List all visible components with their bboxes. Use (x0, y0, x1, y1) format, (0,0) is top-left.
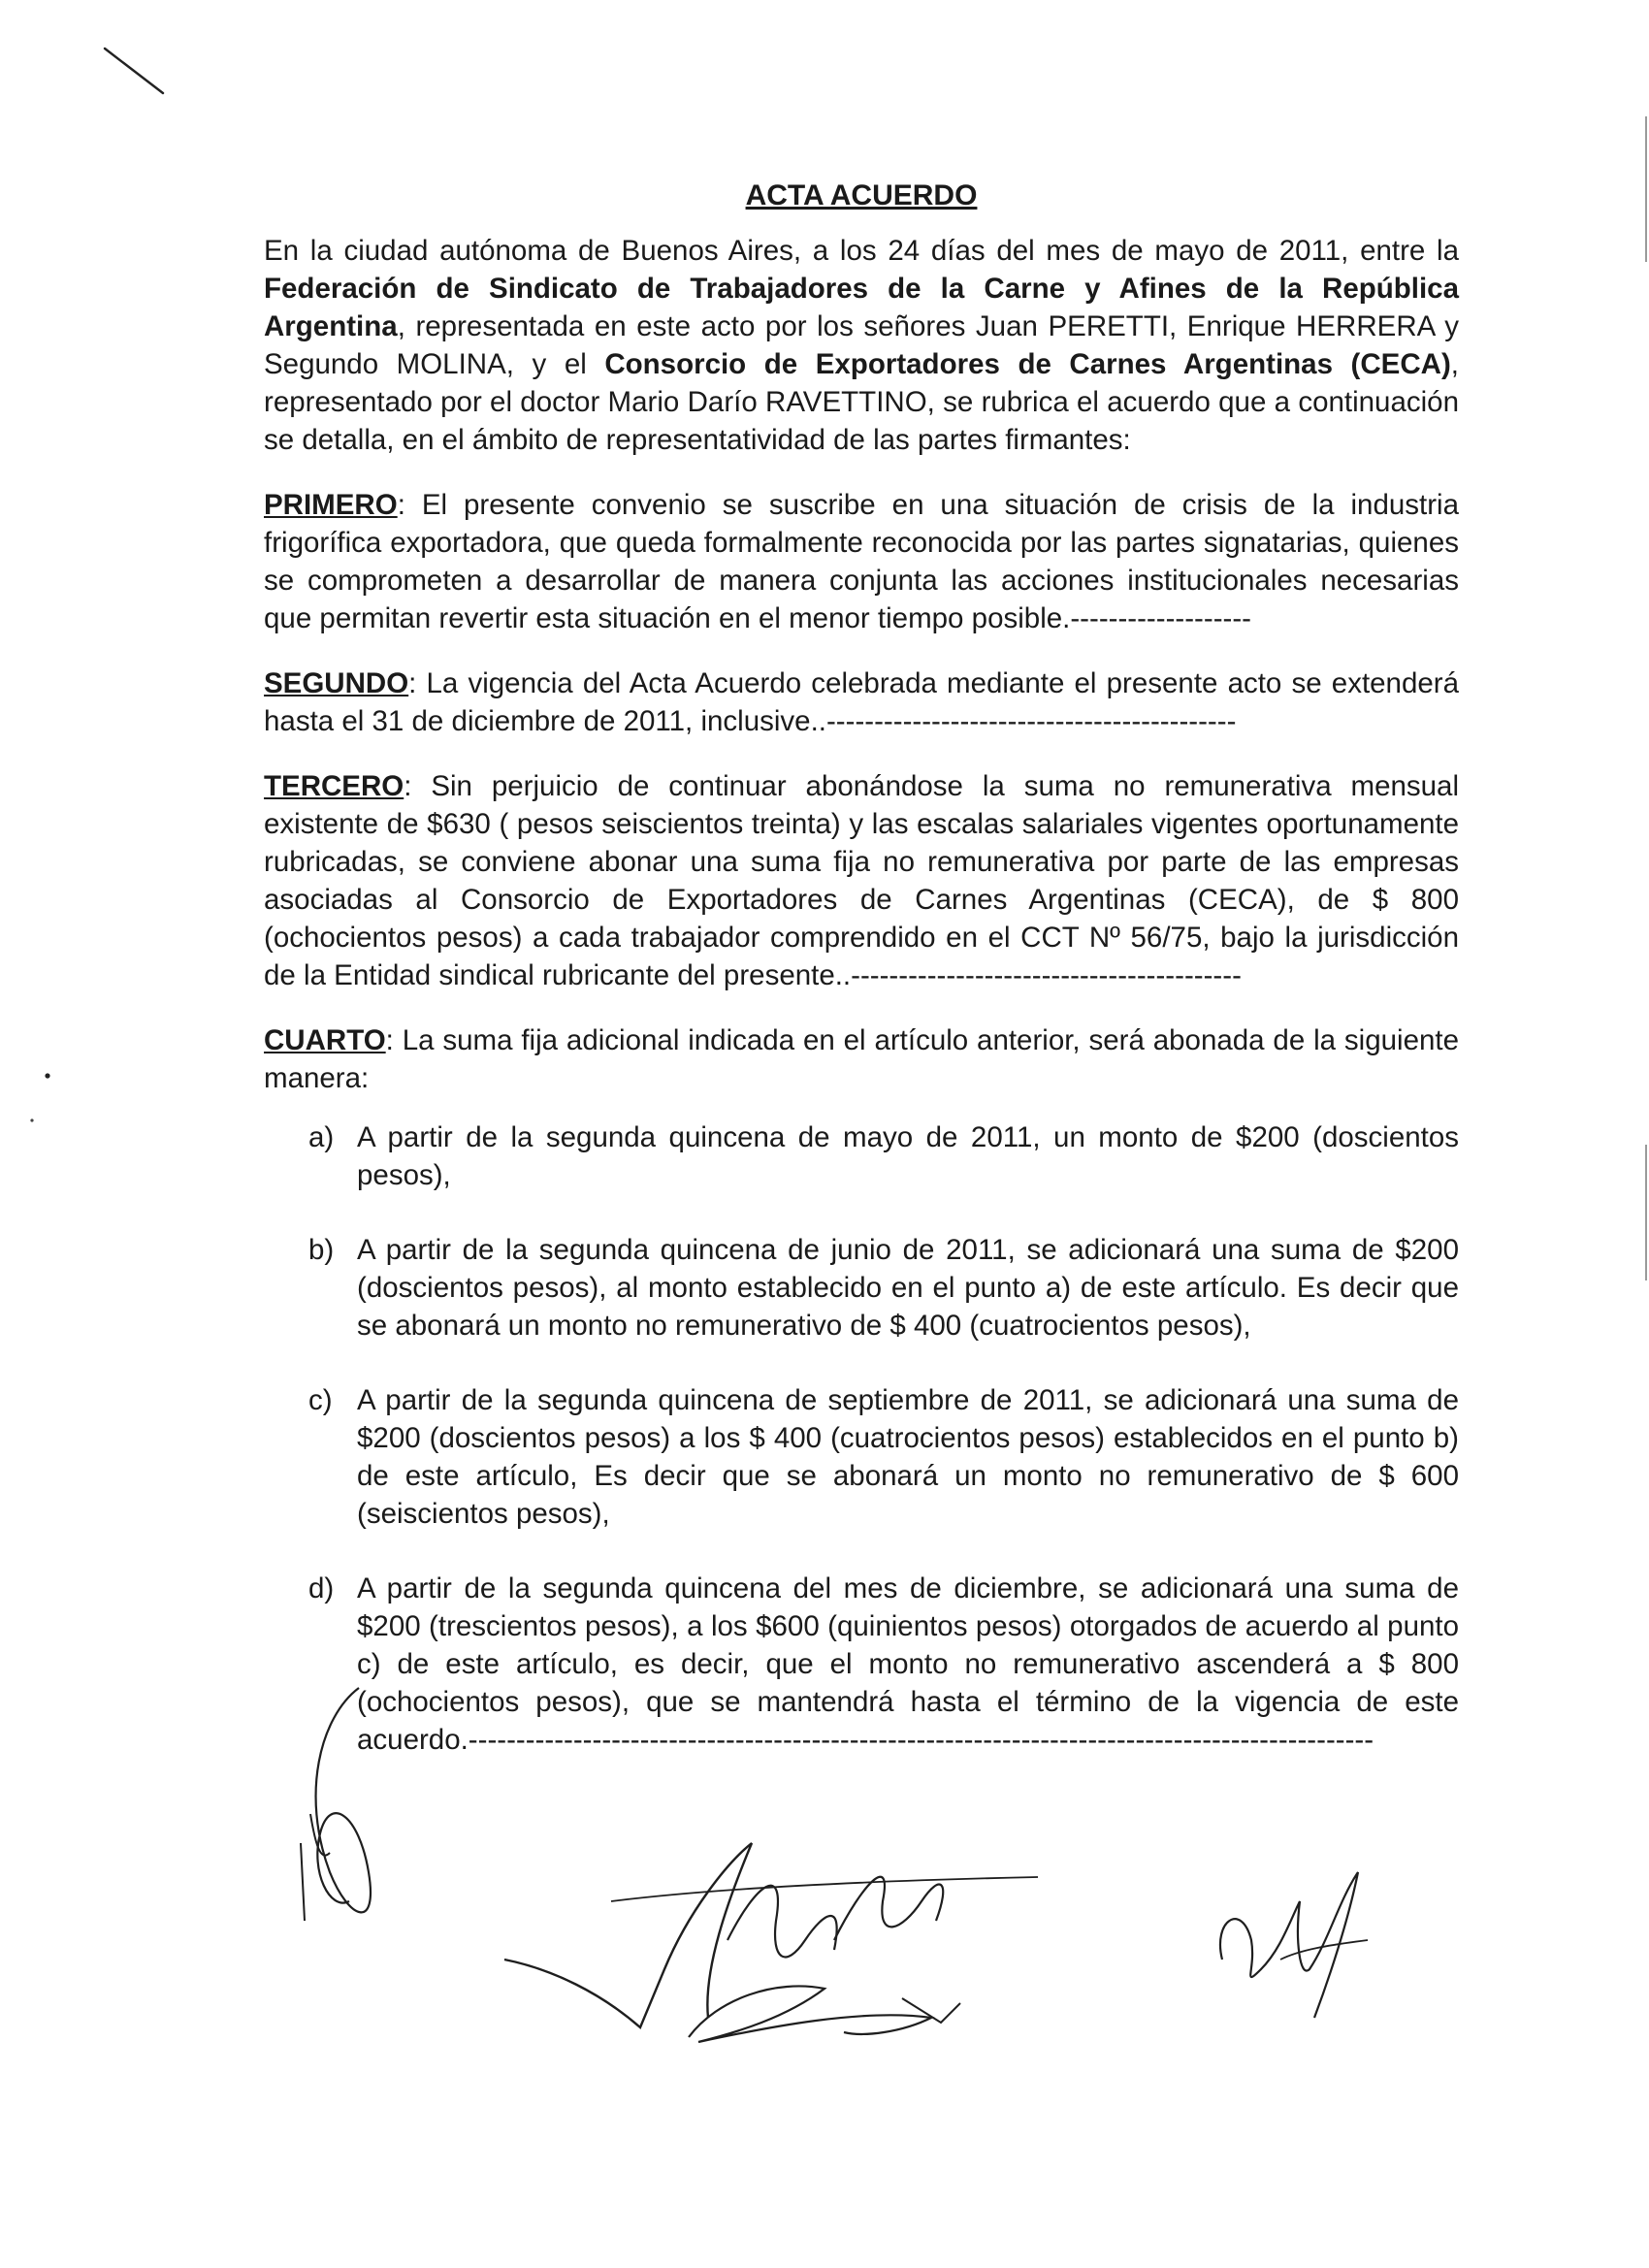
intro-text: , representada en este acto por los señores Juan PERETTI, Enrique HERRERA y Segundo MOLINA, y el (264, 310, 1459, 380)
scan-dot (43, 1071, 52, 1081)
list-item-text: A partir de la segunda quincena de mayo de 2011, un monto de $200 (doscientos pesos), (357, 1121, 1459, 1191)
list-item (264, 1381, 1459, 1533)
clause-text: : Sin perjuicio de continuar abonándose la suma no remunerativa mensual existente de $630 ( pesos seiscientos treinta) y las escalas salariales vigentes oportunamente rubricadas, se conviene abonar una suma fija no remunerativa por parte de las empresas asociadas al Consorcio de Exportadores de Carnes Argentinas (CECA), de $ 800 (ochocientos pesos) a cada trabajador comprendido en el CCT Nº 56/75, bajo la jurisdicción de la Entidad sindical rubricante del presente..----------------------------------------- (264, 770, 1459, 991)
clause-label: CUARTO (264, 1024, 386, 1056)
scan-dot (27, 1116, 37, 1125)
list-marker: d) (308, 1572, 335, 1604)
list-item (264, 1118, 1459, 1194)
list-marker: a) (308, 1121, 335, 1153)
clause-cuarto (264, 1021, 1459, 1097)
clause-label: PRIMERO (264, 489, 398, 521)
list-item-text: A partir de la segunda quincena del mes de diciembre, se adicionará una suma de $200 (trescientos pesos), a los $600 (quinientos pesos) otorgados de acuerdo al punto c) de este artículo, es decir, que el monto no remunerativo ascenderá a $ 800 (ochocientos pesos), que se mantendrá hasta el término de la vigencia de este acuerdo.----------------------------------------------------------------------------------------------- (357, 1572, 1459, 1756)
list-item (264, 1570, 1459, 1759)
clause-text: : El presente convenio se suscribe en una situación de crisis de la industria frigorífica exportadora, que queda formalmente reconocida por las partes signatarias, quienes se comprometen a desarrollar de manera conjunta las acciones institucionales necesarias que permitan revertir esta situación en el menor tiempo posible.------------------- (264, 489, 1459, 634)
scan-edge-line (1645, 1145, 1647, 1280)
payment-schedule-list (264, 1118, 1459, 1759)
document-title: ACTA ACUERDO (745, 179, 978, 211)
clause-label: TERCERO (264, 770, 404, 802)
clause-label: SEGUNDO (264, 667, 409, 699)
list-marker: b) (308, 1234, 335, 1266)
clause-primero (264, 486, 1459, 637)
clause-tercero (264, 767, 1459, 994)
scan-mark-slash (101, 45, 169, 99)
scan-edge-line (1645, 116, 1647, 262)
document-body (264, 177, 1459, 1796)
consortium-name: Consorcio de Exportadores de Carnes Argentinas (CECA) (604, 348, 1451, 380)
intro-paragraph (264, 232, 1459, 459)
signature-center (495, 1824, 1038, 2081)
list-item (264, 1231, 1459, 1345)
list-item-text: A partir de la segunda quincena de septiembre de 2011, se adicionará una suma de $200 (doscientos pesos) a los $ 400 (cuatrocientos pesos) establecidos en el punto b) de este artículo, Es decir que se abonará un monto no remunerativo de $ 600 (seiscientos pesos), (357, 1384, 1459, 1530)
list-item-text: A partir de la segunda quincena de junio de 2011, se adicionará una suma de $200 (doscientos pesos), al monto establecido en el punto a) de este artículo. Es decir que se abonará un monto no remunerativo de $ 400 (cuatrocientos pesos), (357, 1234, 1459, 1342)
clause-text: : La suma fija adicional indicada en el artículo anterior, será abonada de la siguiente manera: (264, 1024, 1459, 1094)
intro-text: , representado por el doctor Mario Darío RAVETTINO, se rubrica el acuerdo que a continuación se detalla, en el ámbito de representatividad de las partes firmantes: (264, 348, 1459, 456)
clause-segundo (264, 664, 1459, 740)
signature-right (1203, 1863, 1397, 2042)
clause-text: : La vigencia del Acta Acuerdo celebrada mediante el presente acto se extenderá hasta el 31 de diciembre de 2011, inclusive..------------------------------------------- (264, 667, 1459, 737)
federation-name: Federación de Sindicato de Trabajadores de la Carne y Afines de la República Argentina (264, 273, 1459, 342)
intro-text: En la ciudad autónoma de Buenos Aires, a los 24 días del mes de mayo de 2011, entre la (264, 235, 1459, 267)
list-marker: c) (308, 1384, 333, 1416)
